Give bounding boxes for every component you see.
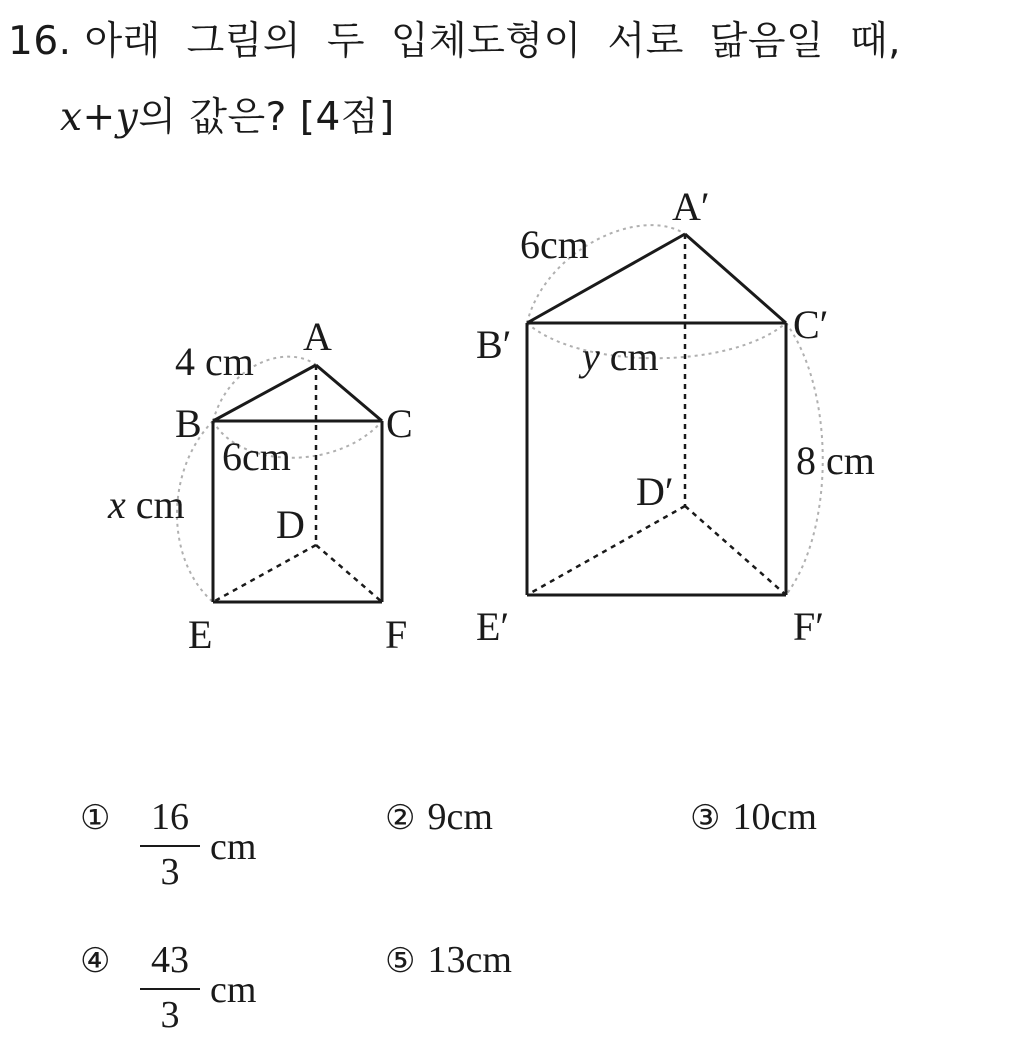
choice-3-text: 10cm	[732, 796, 817, 838]
large-length-bc-var: y	[582, 334, 600, 379]
choice-4-marker: ④	[80, 941, 111, 981]
label-e-prime: E′	[476, 604, 510, 649]
choice-2[interactable]	[385, 795, 493, 839]
label-e: E	[188, 612, 213, 657]
large-edge-de	[527, 506, 685, 595]
var-x: x	[60, 95, 83, 140]
label-f: F	[385, 612, 408, 657]
small-edge-de	[213, 545, 316, 602]
label-b-prime: B′	[476, 322, 512, 367]
large-length-bc-unit: cm	[599, 334, 659, 379]
choice-3[interactable]	[690, 795, 817, 839]
small-prism-labels	[107, 314, 413, 657]
small-length-be-var: x	[108, 482, 126, 527]
label-c-prime: C′	[793, 302, 829, 347]
question-text-2: 의 값은? [4점]	[138, 95, 395, 140]
choice-5-marker: ⑤	[385, 941, 416, 981]
choice-1-fraction-bar	[140, 845, 200, 847]
large-length-bc	[578, 334, 659, 379]
label-a-prime: A′	[672, 184, 710, 229]
small-length-be	[107, 482, 185, 527]
small-length-be-unit: cm	[125, 482, 185, 527]
choice-3-marker: ③	[690, 798, 721, 838]
large-edge-ac	[685, 234, 786, 323]
choice-5-text: 13cm	[427, 939, 512, 981]
question-number: 16.	[8, 19, 72, 64]
choice-4[interactable]	[80, 938, 122, 982]
plus-sign: +	[82, 95, 116, 140]
large-prism-labels	[476, 184, 875, 649]
choice-1-denominator: 3	[160, 851, 180, 893]
small-prism	[177, 357, 382, 602]
large-length-cf: 8 cm	[796, 438, 875, 483]
large-prism	[527, 225, 823, 595]
small-edge-ac	[316, 365, 382, 421]
choice-4-unit: cm	[210, 969, 257, 1011]
question-text-1: 아래 그림의 두 입체도형이 서로 닮음일 때,	[84, 19, 902, 64]
choice-4-numerator: 43	[151, 939, 189, 981]
choice-5[interactable]	[385, 938, 512, 982]
choice-1-marker: ①	[80, 798, 111, 838]
label-c: C	[386, 401, 413, 446]
small-edge-df	[316, 545, 382, 602]
choice-1-numerator: 16	[151, 796, 189, 838]
small-length-ab: 4 cm	[175, 339, 254, 384]
choice-4-denominator: 3	[160, 994, 180, 1036]
choice-2-text: 9cm	[427, 796, 493, 838]
choice-1-unit: cm	[210, 826, 257, 868]
label-a: A	[303, 314, 332, 359]
label-d: D	[276, 502, 305, 547]
var-y: y	[115, 95, 139, 140]
choice-4-fraction-bar	[140, 988, 200, 990]
large-length-ab: 6cm	[520, 222, 589, 267]
large-edge-df	[685, 506, 786, 595]
label-f-prime: F′	[793, 604, 824, 649]
label-d-prime: D′	[636, 469, 674, 514]
label-b: B	[175, 401, 202, 446]
choice-2-marker: ②	[385, 798, 416, 838]
small-length-bc: 6cm	[222, 434, 291, 479]
choice-1[interactable]	[80, 795, 122, 839]
